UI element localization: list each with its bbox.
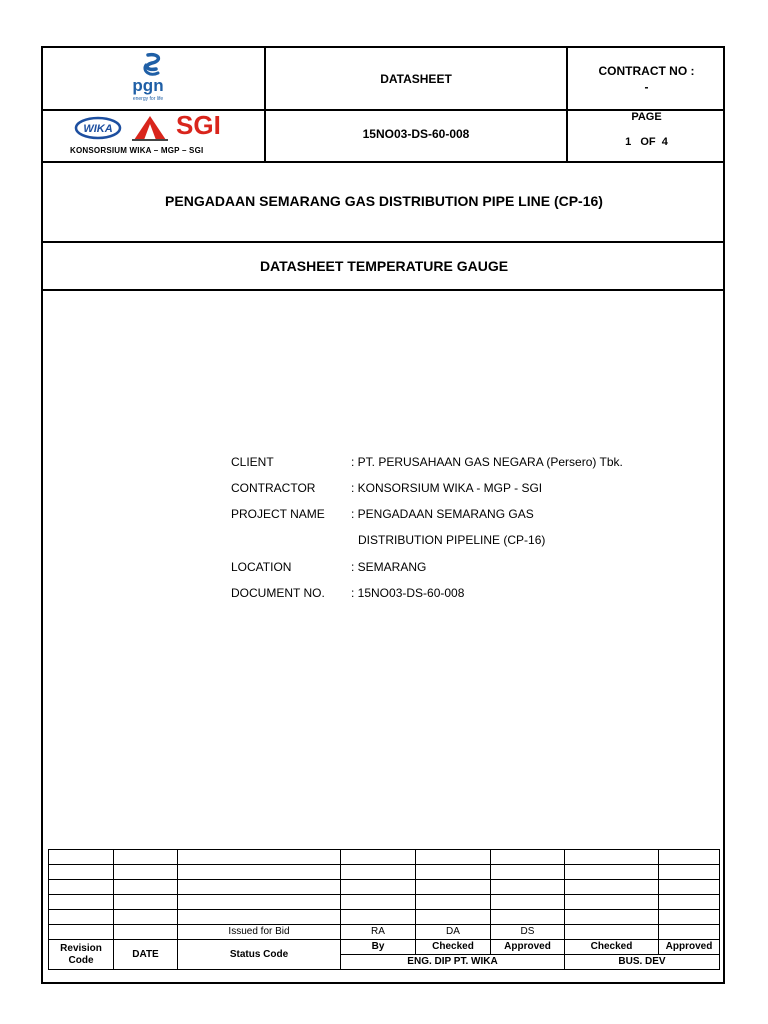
col-revision-code: Revision Code [49,940,114,970]
pgn-tagline: energy for life [132,96,164,102]
col-checked: Checked [416,940,491,955]
client-value: : PT. PERUSAHAAN GAS NEGARA (Persero) Tbk. [351,455,623,469]
title-divider [41,241,725,243]
svg-text:WIKA: WIKA [83,123,113,135]
wika-logo-icon [74,116,122,140]
subtitle-divider [41,289,725,291]
col-status-code: Status Code [178,940,341,970]
consortium-text: KONSORSIUM WIKA – MGP – SGI [70,146,204,155]
datasheet-label: DATASHEET [380,72,452,86]
checked-cell: DA [416,925,491,940]
page-value: 1 OF 4 [625,136,668,148]
table-row [49,925,720,940]
location-label: LOCATION [231,560,292,574]
col-checked-2: Checked [565,940,659,955]
doc-number: 15NO03-DS-60-008 [362,127,470,141]
project-name-value-1: : PENGADAAN SEMARANG GAS [351,507,534,521]
location-value: : SEMARANG [351,560,427,574]
table-row [49,850,720,865]
col-approved: Approved [491,940,565,955]
by-cell: RA [341,925,416,940]
group-bus: BUS. DEV [565,955,720,970]
contractor-label: CONTRACTOR [231,481,316,495]
status-cell: Issued for Bid [178,925,341,940]
project-name-value-2: DISTRIBUTION PIPELINE (CP-16) [358,533,546,547]
header-col-divider-1 [264,46,266,163]
page-label: PAGE [631,111,662,123]
table-row [49,910,720,925]
document-no-label: DOCUMENT NO. [231,586,325,600]
header-bottom-line [41,161,725,163]
table-row [49,895,720,910]
pgn-logo [128,51,178,107]
table-row [49,880,720,895]
table-row [49,865,720,880]
client-label: CLIENT [231,455,274,469]
contract-label: CONTRACT NO : [598,64,695,78]
contractor-value: : KONSORSIUM WIKA - MGP - SGI [351,481,543,495]
group-eng: ENG. DIP PT. WIKA [341,955,565,970]
col-by: By [341,940,416,955]
document-no-value: : 15NO03-DS-60-008 [351,586,465,600]
document-title: DATASHEET TEMPERATURE GAUGE [259,258,509,274]
pgn-logo-text: pgn [132,76,164,95]
col-date: DATE [114,940,178,970]
approved-cell: DS [491,925,565,940]
project-title: PENGADAAN SEMARANG GAS DISTRIBUTION PIPE LINE (CP-16) [165,193,603,209]
wika-logo [74,116,122,140]
contract-value: - [644,80,649,94]
table-header-row [49,940,720,955]
col-approved-2: Approved [659,940,720,955]
project-name-label: PROJECT NAME [231,507,325,521]
revision-table [48,849,720,970]
sgi-logo-text: SGI [176,110,221,140]
mgp-mountain-icon [130,112,170,142]
mgp-logo [130,112,170,142]
